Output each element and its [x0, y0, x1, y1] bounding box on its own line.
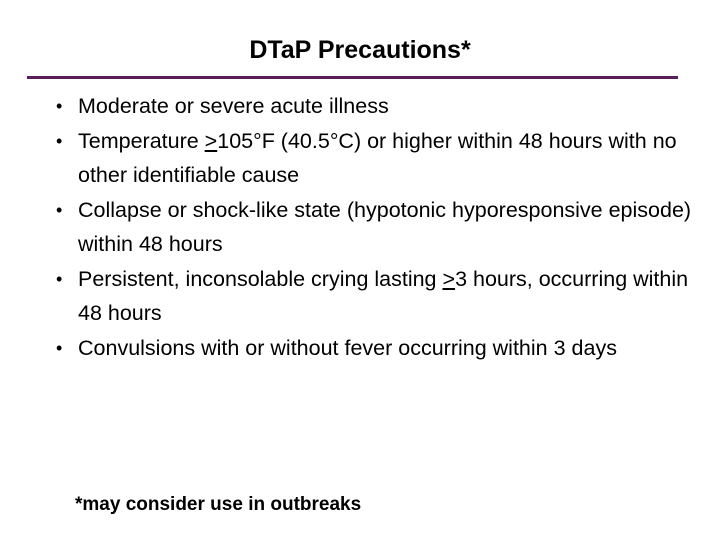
- bullet-icon: •: [56, 337, 63, 358]
- text-segment: 105°F (40.5°C) or higher within 48 hours with no other identifiable cause: [78, 128, 677, 187]
- slide-title: DTaP Precautions*: [249, 36, 471, 64]
- bullet-icon: •: [56, 199, 63, 220]
- text-segment: Temperature: [78, 128, 205, 153]
- precaution-item: [56, 89, 696, 124]
- precaution-item: [56, 262, 696, 331]
- precaution-text: [78, 336, 617, 360]
- bullet-icon: •: [56, 130, 63, 151]
- precaution-item: [56, 124, 696, 193]
- precaution-text: [78, 94, 389, 118]
- precaution-list: [56, 89, 696, 365]
- precaution-text: [78, 198, 691, 257]
- precaution-text: [78, 129, 677, 188]
- text-segment: Moderate or severe acute illness: [78, 94, 389, 118]
- gte-symbol: >: [442, 266, 456, 291]
- text-segment: Persistent, inconsolable crying lasting: [78, 266, 443, 291]
- text-segment: Convulsions with or without fever occurring within 3 days: [78, 335, 617, 360]
- title-divider: [27, 76, 678, 79]
- footnote: *may consider use in outbreaks: [75, 494, 362, 515]
- precaution-item: [56, 331, 696, 366]
- bullet-icon: •: [56, 96, 63, 116]
- precaution-text: [78, 267, 688, 326]
- bullet-icon: •: [56, 268, 63, 289]
- text-segment: 3 hours, occurring within 48 hours: [78, 266, 689, 325]
- precaution-item: [56, 193, 696, 262]
- gte-symbol: >: [204, 128, 218, 153]
- text-segment: Collapse or shock-like state (hypotonic hyporesponsive episode) within 48 hours: [78, 197, 692, 256]
